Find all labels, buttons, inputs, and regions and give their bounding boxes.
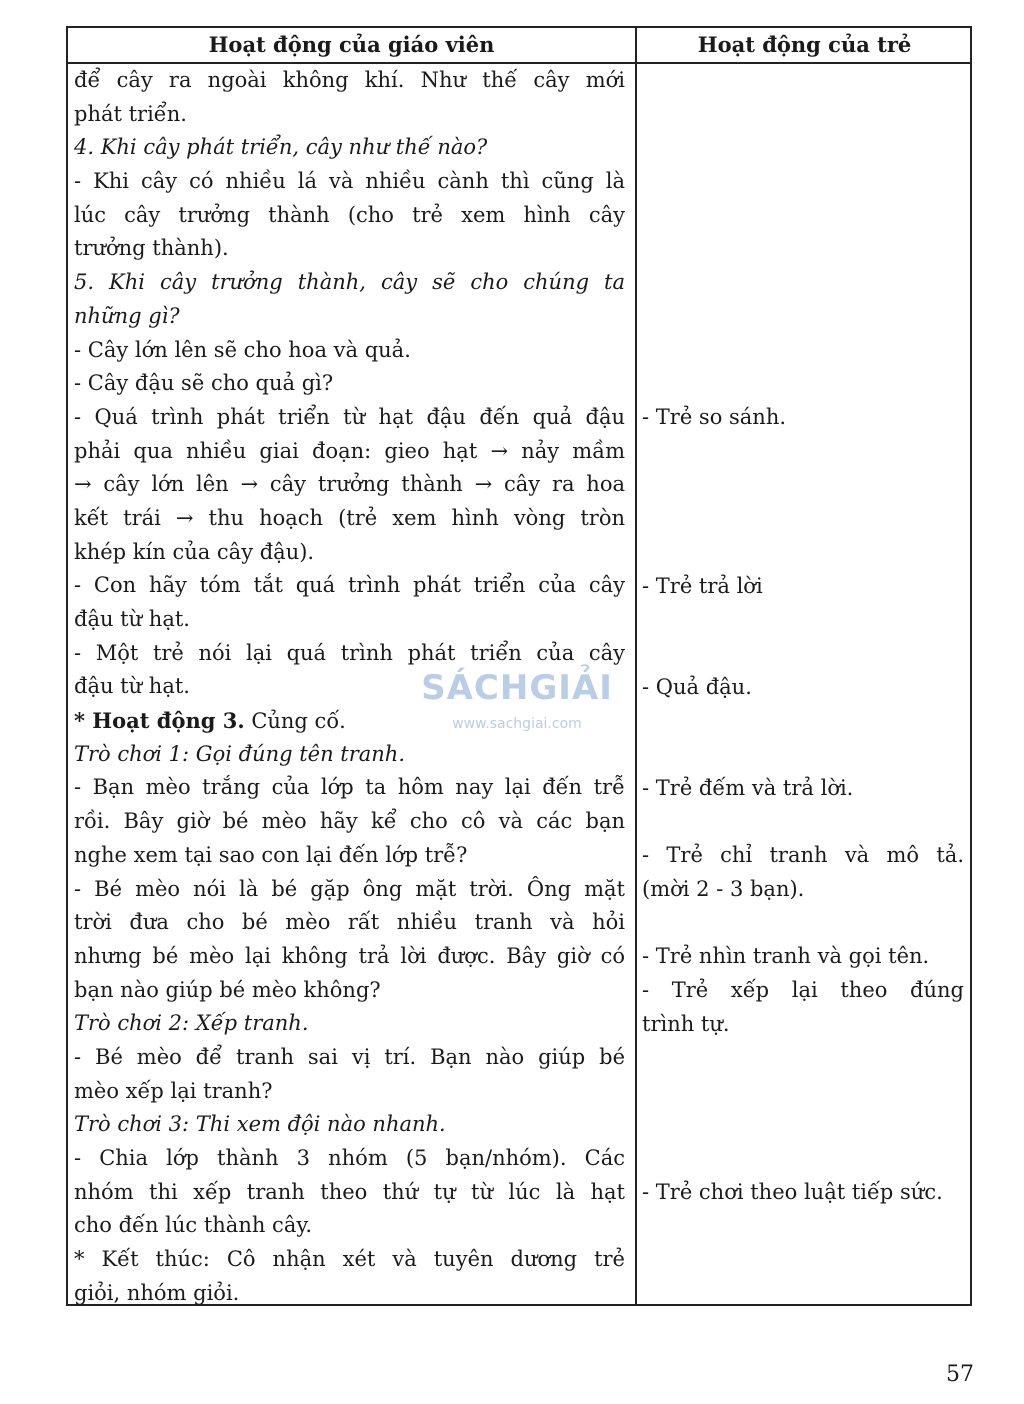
teacher-text-line: trời đưa cho bé mèo rất nhiều tranh và hỏi bbox=[74, 910, 625, 935]
child-text-line: - Trẻ xếp lại theo đúng bbox=[642, 977, 964, 1002]
child-text-line: - Trẻ chơi theo luật tiếp sức. bbox=[642, 1180, 943, 1205]
teacher-text-line: rồi. Bây giờ bé mèo hãy kể cho cô và các bạn bbox=[74, 809, 625, 834]
teacher-text-line: nhóm thi xếp tranh theo thứ tự từ lúc là hạt bbox=[74, 1179, 625, 1204]
child-text-line: - Trẻ trả lời bbox=[642, 573, 763, 598]
teacher-text-line: - Cây đậu sẽ cho quả gì? bbox=[74, 371, 334, 396]
teacher-text-line: - Khi cây có nhiều lá và nhiều cành thì cũng là bbox=[74, 169, 625, 194]
teacher-text-line: Trò chơi 1: Gọi đúng tên tranh. bbox=[74, 741, 406, 766]
teacher-text-line: nhưng bé mèo lại không trả lời được. Bây giờ có bbox=[74, 943, 625, 968]
teacher-text-line: kết trái → thu hoạch (trẻ xem hình vòng tròn bbox=[74, 505, 625, 530]
child-text-line: - Trẻ so sánh. bbox=[642, 405, 787, 429]
teacher-text-line: - Quá trình phát triển từ hạt đậu đến quả đậu bbox=[74, 404, 625, 429]
teacher-text-line: - Con hãy tóm tắt quá trình phát triển của cây bbox=[74, 573, 625, 598]
teacher-text-line: - Một trẻ nói lại quá trình phát triển của cây bbox=[74, 640, 625, 665]
teacher-text-line: nghe xem tại sao con lại đến lớp trễ? bbox=[74, 842, 468, 867]
header-teacher-activity: Hoạt động của giáo viên bbox=[208, 32, 495, 57]
header-child-activity: Hoạt động của trẻ bbox=[697, 32, 912, 57]
child-text-line: trình tự. bbox=[642, 1011, 730, 1036]
table-header bbox=[68, 28, 970, 64]
watermark-logo: SÁCHGIẢI bbox=[421, 668, 613, 708]
page-number: 57 bbox=[946, 1362, 974, 1387]
teacher-text-line: để cây ra ngoài không khí. Như thế cây mới bbox=[74, 68, 625, 92]
watermark bbox=[412, 668, 622, 732]
activity3-heading: * Hoạt động 3. bbox=[74, 708, 245, 734]
teacher-text-line: cho đến lúc thành cây. bbox=[74, 1213, 313, 1238]
watermark-url: www.sachgiai.com bbox=[452, 716, 582, 732]
teacher-text-line: 5. Khi cây trưởng thành, cây sẽ cho chúng ta bbox=[74, 270, 625, 295]
teacher-text-line: Trò chơi 3: Thi xem đội nào nhanh. bbox=[74, 1112, 446, 1137]
teacher-text-line: bạn nào giúp bé mèo không? bbox=[74, 977, 381, 1002]
teacher-text-line: lúc cây trưởng thành (cho trẻ xem hình cây bbox=[74, 202, 625, 227]
teacher-text-line: phải qua nhiều giai đoạn: gieo hạt → nảy mầm bbox=[74, 438, 625, 463]
child-text-line: (mời 2 - 3 bạn). bbox=[642, 876, 805, 901]
teacher-text-line: những gì? bbox=[74, 303, 180, 328]
teacher-text-line: trưởng thành). bbox=[74, 236, 229, 261]
teacher-text-line: - Cây lớn lên sẽ cho hoa và quả. bbox=[74, 337, 411, 362]
child-text-line: - Quả đậu. bbox=[642, 674, 752, 699]
teacher-text-line: giỏi, nhóm giỏi. bbox=[74, 1280, 240, 1305]
teacher-text-line: * Kết thúc: Cô nhận xét và tuyên dương trẻ bbox=[74, 1247, 625, 1272]
teacher-text-line: mèo xếp lại tranh? bbox=[74, 1078, 273, 1103]
teacher-text-line: đậu từ hạt. bbox=[74, 674, 190, 699]
teacher-text-line: - Bạn mèo trắng của lớp ta hôm nay lại đến trễ bbox=[74, 775, 625, 800]
activity3-title: Củng cố. bbox=[244, 709, 346, 734]
teacher-text-line: Trò chơi 2: Xếp tranh. bbox=[74, 1011, 309, 1036]
teacher-text-line: phát triển. bbox=[74, 101, 187, 126]
teacher-text-line: - Chia lớp thành 3 nhóm (5 bạn/nhóm). Các bbox=[74, 1146, 625, 1170]
teacher-text-line: - Bé mèo nói là bé gặp ông mặt trời. Ông mặt bbox=[74, 876, 625, 901]
child-text-line: - Trẻ chỉ tranh và mô tả. bbox=[642, 843, 964, 868]
teacher-text-line: khép kín của cây đậu). bbox=[74, 539, 315, 564]
column-divider bbox=[635, 28, 637, 1304]
teacher-text-line: đậu từ hạt. bbox=[74, 607, 190, 631]
child-text-line: - Trẻ đếm và trả lời. bbox=[642, 775, 854, 800]
activity-table bbox=[66, 26, 972, 1306]
teacher-text-line: → cây lớn lên → cây trưởng thành → cây ra hoa bbox=[74, 472, 625, 497]
teacher-text-line: 4. Khi cây phát triển, cây như thế nào? bbox=[74, 135, 488, 160]
teacher-text-line: - Bé mèo để tranh sai vị trí. Bạn nào giúp bé bbox=[74, 1044, 625, 1069]
child-text-line: - Trẻ nhìn tranh và gọi tên. bbox=[642, 944, 930, 969]
